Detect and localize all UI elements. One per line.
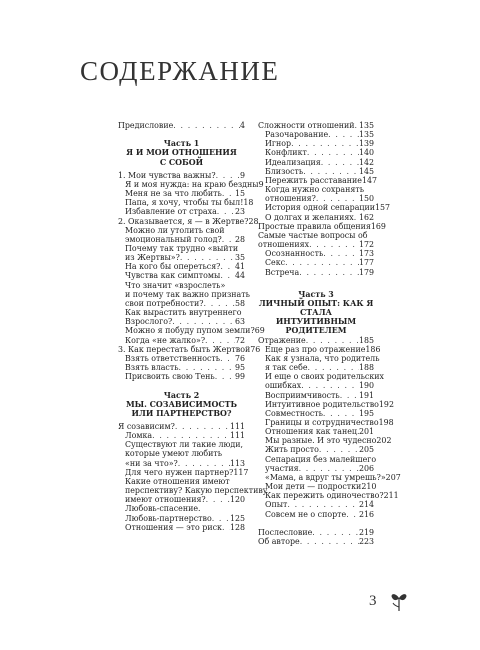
dot-leader [340,391,359,400]
page-number: 3 [369,593,377,609]
toc-entry-title: Интуитивное родительство [265,399,379,409]
toc-entry-line [125,308,245,317]
toc-entry-title: Мои дети — подростки [265,482,362,492]
toc-entry-page: 211 [383,491,399,501]
toc-entry-page: 173 [358,249,374,259]
toc-entry-title: И еще о своих родительских [265,372,384,382]
dot-leader [300,537,359,546]
toc-entry[interactable] [118,354,245,363]
dot-leader [323,409,359,418]
toc-entry-line [125,226,245,235]
page-title: СОДЕРЖАНИЕ [80,56,280,86]
toc-entry[interactable] [258,500,374,509]
part-title: ИЛИ ПАРТНЕРСТВО? [131,408,232,418]
dot-leader [172,317,235,326]
toc-entry-title: Что значит «взрослеть» [125,280,226,290]
toc-entry-title: Ломка [125,431,153,441]
toc-entry[interactable] [258,491,399,501]
toc-entry-page: 28 [234,234,245,244]
toc-entry-page: 206 [358,463,374,473]
toc-entry-title: Еще раз про отражение [265,344,366,354]
toc-entry-title: История одной сепарации [265,203,375,213]
toc-entry-title: Как я узнала, что родитель [265,353,380,363]
toc-entry-last-line [265,464,374,473]
toc-entry-title: Совсем не о спорте [265,509,347,519]
toc-entry-page: 201 [358,427,374,437]
toc-entry[interactable] [258,167,374,176]
toc-entry-title: Я и моя нужда: на краю бездны [125,179,259,189]
dot-leader [178,459,230,468]
toc-entry-title: Взрослого? [125,317,173,327]
dot-leader [222,523,230,532]
toc-entry-page: 177 [358,258,374,268]
toc-entry-title: Послесловие [258,527,313,537]
toc-entry[interactable] [118,179,264,189]
toc-entry-title: Отношения как танец [265,427,358,437]
toc-entry-line [265,353,380,363]
toc-entry-line [265,185,374,194]
toc-entry-last-line [265,194,374,203]
toc-entry-page: 111 [229,421,245,431]
toc-entry[interactable] [118,226,245,244]
toc-entry-title: Как пережить одиночество? [265,491,384,501]
toc-entry-title: эмоциональный голод? [125,234,222,244]
toc-entry[interactable] [118,262,245,271]
toc-entry-page: 172 [358,240,374,250]
toc-entry-page: 219 [358,527,374,537]
toc-entry-page: 195 [358,408,374,418]
toc-entry-page: 15 [234,189,245,199]
dot-leader [319,445,359,454]
dot-leader [204,299,235,308]
toc-entry[interactable] [118,189,245,198]
toc-entry-title: На кого бы опереться? [125,262,221,272]
toc-entry-title: Об авторе [258,537,300,546]
toc-entry-title: Жить просто [265,445,319,455]
toc-entry-title: Опыт [265,500,288,510]
dot-leader [321,158,359,167]
dot-leader [173,121,240,130]
toc-entry[interactable] [118,344,261,354]
toc-entry-title: Как вырастить внутреннего [125,308,242,318]
toc-entry[interactable] [258,249,374,258]
toc-entry-page: 95 [234,363,245,373]
dot-leader [152,431,230,440]
toc-entry-page: 139 [358,139,374,149]
toc-entry-title: Отношения — это риск [125,522,222,532]
toc-entry[interactable] [258,158,374,167]
toc-entry-page: 191 [358,390,374,400]
toc-entry-line [125,477,245,486]
spacer [118,381,245,390]
dot-leader [316,194,359,203]
toc-entry-last-line [125,514,245,523]
toc-entry[interactable] [258,528,374,537]
toc-entry[interactable] [258,231,374,249]
toc-entry-title: свои потребности? [125,298,204,308]
toc-entry-title: Границы и сотрудничество [265,417,379,427]
toc-entry-page: 192 [378,399,394,409]
toc-entry[interactable] [258,417,394,427]
toc-entry-last-line [125,299,245,308]
toc-entry-title: 3. Как перестать быть Жертвой [118,344,251,354]
toc-entry[interactable] [118,171,245,180]
part-title: ЛИЧНЫЙ ОПЫТ: КАК Я СТАЛА [258,298,374,318]
toc-entry-page: 145 [358,166,374,176]
toc-entry-page: 186 [365,344,381,354]
toc-entry-page: 117 [233,467,249,477]
toc-entry-page: 63 [234,317,245,327]
toc-entry-title: Самые частые вопросы об [258,230,368,240]
toc-entry-page: 210 [361,482,377,492]
toc-entry[interactable] [118,121,245,130]
dot-leader [303,167,359,176]
part-title: МЫ. СОЗАВИСИМОСТЬ [125,399,238,409]
toc-entry[interactable] [258,353,380,373]
toc-entry-page: 113 [229,458,245,468]
dot-leader [306,336,359,345]
toc-entry-line [125,244,245,253]
toc-column-right [258,121,401,546]
dot-leader [220,354,235,363]
toc-entry[interactable] [258,454,377,473]
toc-entry-title: Какие отношения имеют [125,476,230,486]
toc-entry-line [125,449,245,458]
toc-entry-title: отношения? [265,194,316,204]
dot-leader [175,422,230,431]
toc-entry[interactable] [258,391,374,400]
dot-leader [291,139,359,148]
toc-entry-title: Конфликт [265,148,307,158]
toc-entry[interactable] [258,537,374,546]
toc-entry-page: 207 [385,472,401,482]
toc-entry-title: 1. Мои чувства важны? [118,170,216,180]
toc-entry[interactable] [258,213,374,222]
dot-leader [222,189,235,198]
toc-entry-page: 28 [248,216,259,226]
dot-leader [206,495,230,504]
toc-entry-title: Папа, я хочу, чтобы ты был! [125,198,244,208]
toc-entry-title: я так себе [265,363,308,373]
toc-entry-line [125,504,245,513]
flower-ornament-icon [388,588,410,612]
toc-entry-page: 205 [358,445,374,455]
toc-entry-line [125,440,245,449]
toc-entry-title: Можно я побуду пупом земли? [125,326,255,336]
spacer [258,277,374,286]
dot-leader [217,207,235,216]
toc-entry-page: 179 [358,267,374,277]
toc-entry-line [265,454,377,464]
toc-entry[interactable] [258,203,391,213]
toc-entry-line [125,289,250,299]
toc-entry-page: 120 [229,495,245,505]
toc-entry-title: Избавление от страха [125,207,217,217]
toc-entry-page: 185 [358,335,374,345]
toc-entry-title: «ни за что»? [125,458,178,468]
toc-entry-page: 99 [234,372,245,382]
toc-entry-page: 41 [234,262,245,272]
toc-entry[interactable] [118,523,245,532]
toc-entry-title: Любовь-спасение. [125,504,201,514]
toc-entry-page: 35 [234,253,245,263]
toc-entry-title: Идеализация [265,157,321,167]
toc-entry-title: Совместность [265,408,323,418]
dot-leader [308,363,359,372]
toc-entry-page: 76 [234,353,245,363]
dot-leader [222,235,235,244]
toc-entry[interactable] [118,476,268,505]
toc-entry-page: 135 [358,121,374,130]
dot-leader [285,258,359,267]
toc-entry-title: Существуют ли такие люди, [125,440,244,450]
toc-entry[interactable] [118,280,250,308]
toc-entry-page: 157 [375,203,391,213]
dot-leader [220,262,235,271]
toc-entry-page: 18 [243,198,254,208]
toc-entry-page: 169 [370,221,386,231]
toc-entry-title: Чувства как симптомы [125,271,221,281]
toc-entry-title: О долгах и желаниях [265,212,354,222]
toc-entry-last-line [125,253,245,262]
toc-entry-title: Меня не за что любить [125,189,222,199]
toc-entry-line [258,231,374,240]
part-label: Часть 3 [298,289,334,299]
toc-column-left [118,121,268,532]
toc-entry[interactable] [258,268,374,277]
toc-entry-title: Отражение [258,335,306,345]
toc-entry-last-line [125,495,245,504]
part-label: Часть 1 [163,139,200,149]
toc-entry-title: 2. Оказывается, я — в Жертве? [118,216,249,226]
toc-entry[interactable] [258,399,394,409]
toc-entry-page: 4 [239,121,245,130]
toc-entry-title: Можно ли утолить свой [125,225,225,235]
toc-entry[interactable] [118,326,265,336]
toc-entry-line [125,486,268,496]
toc-entry[interactable] [118,308,245,326]
toc-entry-page: 58 [234,298,245,308]
toc-entry-page: 128 [229,522,245,532]
toc-entry[interactable] [118,198,254,208]
dot-leader [216,171,240,180]
toc-entry-title: Секс [265,258,286,268]
toc-entry-title: участия [265,463,299,473]
dot-leader [328,130,359,139]
dot-leader [323,249,359,258]
toc-entry-title: из Жертвы»? [125,253,180,263]
part-title: Я И МОИ ОТНОШЕНИЯ [126,148,237,158]
toc-entry[interactable] [258,510,374,519]
toc-entry-page: 190 [358,381,374,391]
toc-entry-page: 198 [378,417,394,427]
toc-entry[interactable] [118,271,245,280]
toc-entry-page: 135 [358,130,374,140]
toc-entry-title: Сепарация без малейшего [265,454,377,464]
toc-entry-title: Близость [265,166,304,176]
toc-entry[interactable] [258,445,374,454]
toc-entry-title: ошибках [265,381,302,391]
toc-entry[interactable] [258,148,374,157]
toc-entry-title: перспективу? Какую перспективу [125,486,268,496]
toc-entry-page: 202 [376,436,392,446]
toc-entry-page: 69 [254,326,265,336]
toc-entry-title: Взять ответственность [125,353,221,363]
toc-entry-title: Пережить расставание [265,175,362,185]
toc-entry-last-line [265,381,374,390]
toc-entry[interactable] [258,409,374,418]
toc-entry-line [265,372,384,382]
toc-entry-page: 23 [234,207,245,217]
dot-leader [346,510,359,519]
toc-entry-title: Присвоить свою Тень [125,372,215,382]
toc-entry-page: 76 [250,344,261,354]
toc-entry[interactable] [118,422,245,431]
toc-entry[interactable] [258,436,392,446]
part-label: Часть 2 [163,390,200,400]
spacer [118,130,245,139]
dot-leader [205,336,235,345]
toc-entry-last-line [258,240,374,249]
toc-entry-page: 9 [258,179,264,189]
toc-entry[interactable] [118,207,245,216]
toc-entry[interactable] [258,482,377,492]
toc-entry[interactable] [258,372,384,391]
toc-entry-title: Взять власть [125,363,179,373]
toc-entry-page: 72 [234,335,245,345]
toc-entry-last-line [265,363,374,372]
toc-entry-title: и почему так важно признать [125,289,250,299]
dot-leader [179,363,235,372]
toc-entry-title: Для чего нужен партнер? [125,467,234,477]
toc-entry[interactable] [258,344,381,354]
toc-entry-page: 9 [239,170,245,180]
toc-entry-title: Почему так трудно «выйти [125,244,239,254]
toc-entry[interactable] [118,440,245,467]
dot-leader [212,514,230,523]
toc-entry-page: 188 [358,363,374,373]
toc-entry[interactable] [258,258,374,267]
toc-entry[interactable] [118,363,245,372]
toc-entry[interactable] [118,244,245,262]
toc-entry-title: Простые правила общения [258,221,371,231]
toc-entry[interactable] [258,139,374,148]
toc-entry-page: 44 [234,271,245,281]
toc-entry-page: 125 [229,513,245,523]
toc-entry-title: Когда нужно сохранять [265,185,365,195]
dot-leader [299,268,359,277]
dot-leader [287,500,359,509]
toc-entry-title: Осознанность [265,249,324,259]
toc-entry-title: имеют отношения? [125,495,206,505]
dot-leader [312,528,359,537]
toc-entry-page: 147 [361,175,378,185]
part-title: С СОБОЙ [159,157,204,167]
toc-entry-title: Я созависим? [118,421,175,431]
dot-leader [299,464,359,473]
toc-entry[interactable] [258,185,374,203]
toc-entry[interactable] [118,467,249,477]
toc-entry-title: которые умеют любить [125,449,223,459]
spacer [258,519,374,528]
toc-entry[interactable] [258,121,374,130]
toc-entry-last-line [125,235,245,244]
toc-entry-page: 150 [358,194,374,204]
toc-entry-title: Разочарование [265,130,329,140]
toc-entry-page: 216 [358,509,374,519]
toc-entry-title: «Мама, а вдруг ты умрешь?» [265,472,386,482]
dot-leader [309,240,359,249]
toc-entry[interactable] [258,175,378,185]
part-title: ИНТУИТИВНЫМ РОДИТЕЛЕМ [275,317,357,336]
toc-entry-page: 162 [358,212,374,222]
toc-entry-title: Встреча [265,267,300,277]
dot-leader [180,253,235,262]
toc-entry[interactable] [118,504,245,522]
toc-entry[interactable] [258,336,374,345]
toc-entry[interactable] [118,372,245,381]
dot-leader [215,372,235,381]
toc-entry[interactable] [118,336,245,345]
toc-entry-title: Предисловие [118,121,174,130]
toc-entry[interactable] [258,130,374,139]
toc-entry-last-line [125,317,245,326]
toc-entry[interactable] [118,431,245,440]
toc-entry[interactable] [118,216,259,226]
toc-entry[interactable] [258,472,401,482]
toc-entry-title: Сложности отношений [258,121,355,130]
toc-entry-page: 142 [358,157,374,167]
toc-entry-line [125,281,245,290]
toc-entry-page: 223 [358,537,374,546]
toc-entry[interactable] [258,221,386,231]
toc-entry-page: 214 [358,500,374,510]
toc-entry-page: 111 [229,431,245,441]
dot-leader [307,148,359,157]
toc-entry-title: Мы разные. И это чудесно [265,436,377,446]
toc-entry-page: 140 [358,148,374,158]
toc-entry-title: Игнор [265,139,292,149]
dot-leader [220,271,235,280]
toc-entry-title: Восприимчивость [265,390,340,400]
toc-entry-title: отношениях [258,240,310,250]
toc-entry[interactable] [258,427,374,436]
toc-entry-last-line [125,459,245,468]
toc-entry-title: Любовь-партнерство [125,513,212,523]
toc-entry-title: Когда «не жалко»? [125,335,206,345]
dot-leader [301,381,359,390]
